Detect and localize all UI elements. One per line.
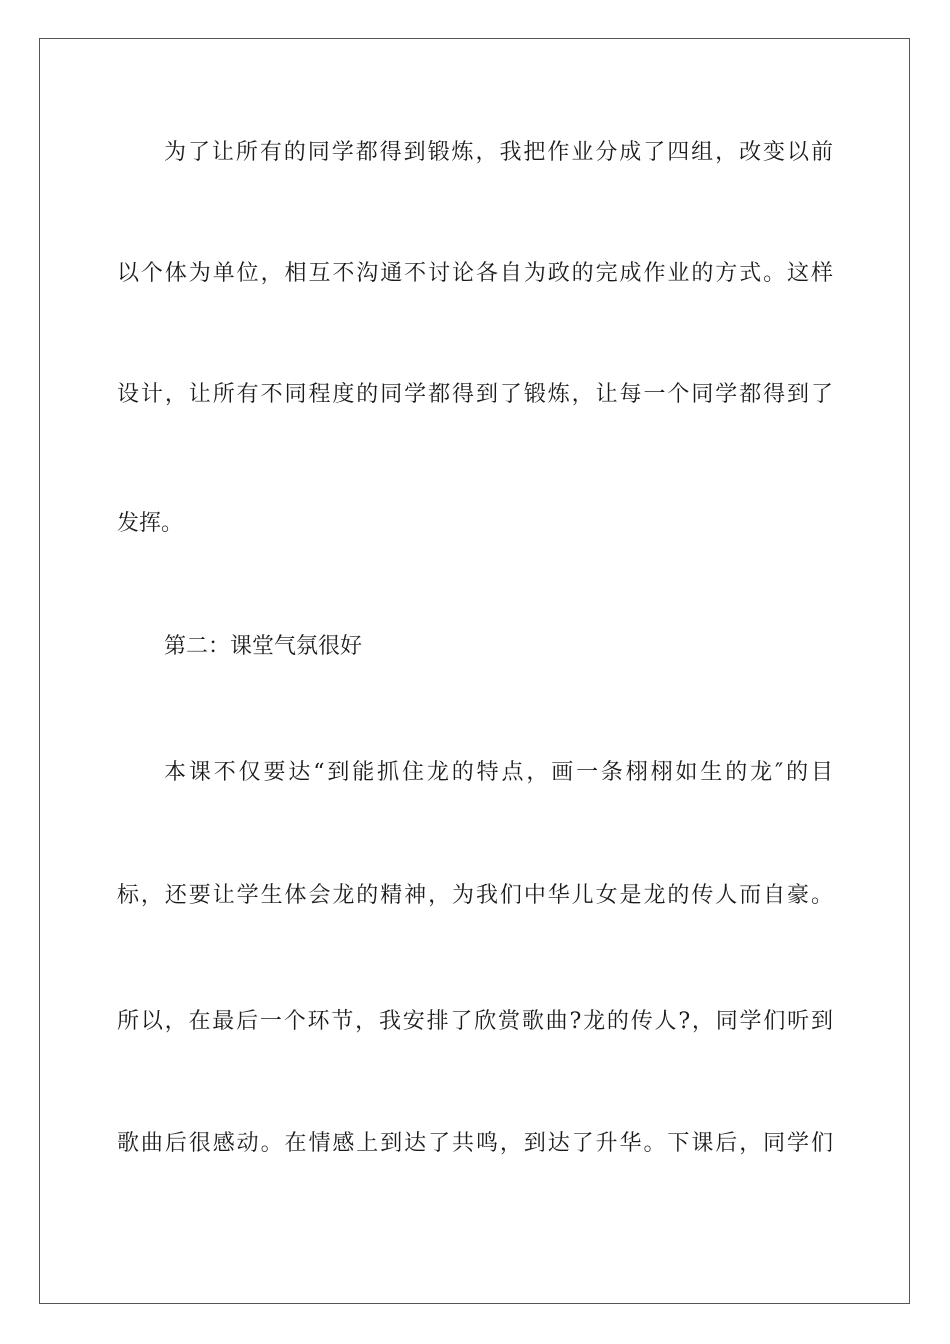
paragraph-2-line-4: 歌曲后很感动。在情感上到达了共鸣，到达了升华。下课后，同学们	[117, 1131, 833, 1156]
paragraph-1-line-2: 以个体为单位，相互不沟通不讨论各自为政的完成作业的方式。这样	[117, 261, 833, 286]
paragraph-2-line-3: 所以，在最后一个环节，我安排了欣赏歌曲?龙的传人?，同学们听到	[117, 1009, 833, 1034]
section-heading: 第二：课堂气氛很好	[164, 634, 363, 659]
paragraph-2-line-2: 标，还要让学生体会龙的精神，为我们中华儿女是龙的传人而自豪。	[117, 883, 833, 908]
paragraph-1-line-4: 发挥。	[117, 511, 184, 536]
paragraph-1-line-3: 设计，让所有不同程度的同学都得到了锻炼，让每一个同学都得到了	[117, 382, 833, 407]
page-frame	[39, 38, 910, 1304]
paragraph-1-line-1: 为了让所有的同学都得到锻炼，我把作业分成了四组，改变以前	[164, 140, 833, 165]
paragraph-2-line-1: 本课不仅要达“到能抓住龙的特点，画一条栩栩如生的龙″的目	[164, 760, 833, 785]
